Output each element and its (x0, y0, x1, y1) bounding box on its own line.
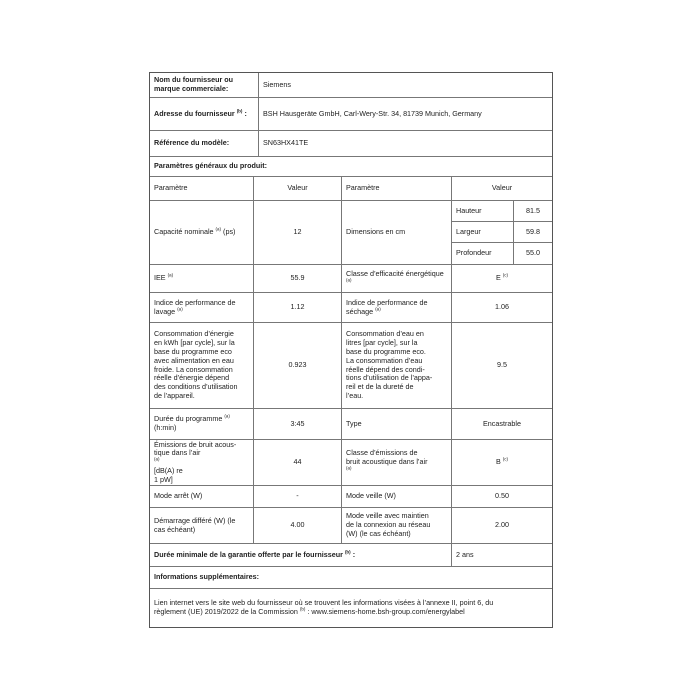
col-header-param-right: Paramètre (342, 177, 452, 201)
iee-label: IEE $^{(a)}$ (150, 265, 254, 293)
dry-performance-value: 1.06 (452, 293, 552, 323)
energy-consumption-value: 0.923 (254, 323, 342, 409)
model-reference-label: Référence du modèle: (150, 131, 259, 157)
type-label: Type (342, 409, 452, 440)
dimensions-label: Dimensions en cm (342, 201, 452, 265)
supplier-name-value: Siemens (259, 73, 552, 98)
col-header-value-right: Valeur (452, 177, 552, 201)
width-label: Largeur (452, 222, 514, 243)
width-value: 59.8 (514, 222, 552, 243)
warranty-value: 2 ans (452, 544, 552, 567)
networked-standby-value: 2.00 (452, 508, 552, 544)
supplier-address-value: BSH Hausgeräte GmbH, Carl-Wery-Str. 34, 81739 Munich, Germany (259, 98, 552, 131)
wash-performance-value: 1.12 (254, 293, 342, 323)
off-mode-value: - (254, 486, 342, 508)
capacity-label: Capacité nominale $^{(a)}$ (ps) (150, 201, 254, 265)
wash-performance-label: Indice de performance de lavage $^{(a)}$ (150, 293, 254, 323)
noise-emission-label: Émissions de bruit acous- tique dans l’air $^{(a)}$ [dB(A) re 1 pW] (150, 440, 254, 486)
general-parameters-title: Paramètres généraux du produit: (150, 157, 552, 177)
capacity-value: 12 (254, 201, 342, 265)
depth-label: Profondeur (452, 243, 514, 265)
networked-standby-label: Mode veille avec maintien de la connexion au réseau (W) (le cas échéant) (342, 508, 452, 544)
warranty-label: Durée minimale de la garantie offerte par le fournisseur $^{(b)}$ : (150, 544, 452, 567)
supplier-address-label: Adresse du fournisseur $^{(b)}$ : (150, 98, 259, 131)
standby-mode-value: 0.50 (452, 486, 552, 508)
off-mode-label: Mode arrêt (W) (150, 486, 254, 508)
water-consumption-value: 9.5 (452, 323, 552, 409)
type-value: Encastrable (452, 409, 552, 440)
program-duration-value: 3:45 (254, 409, 342, 440)
water-consumption-label: Consommation d’eau en litres [par cycle], sur la base du programme eco. La consommation d’eau réelle dépend des condi- tions d’utilisation de l’appa- reil et de la dureté de l’eau. (342, 323, 452, 409)
product-information-sheet (149, 72, 553, 628)
additional-info-title: Informations supplémentaires: (150, 567, 552, 589)
depth-value: 55.0 (514, 243, 552, 265)
delay-start-label: Démarrage différé (W) (le cas échéant) (150, 508, 254, 544)
col-header-param-left: Paramètre (150, 177, 254, 201)
program-duration-label: Durée du programme $^{(a)}$ (h:min) (150, 409, 254, 440)
energy-class-label: Classe d’efficacité énergétique $^{(a)}$ (342, 265, 452, 293)
energy-class-value: E $^{(c)}$ (452, 265, 552, 293)
dry-performance-label: Indice de performance de séchage $^{(a)}$ (342, 293, 452, 323)
delay-start-value: 4.00 (254, 508, 342, 544)
energylabel-link[interactable]: : www.siemens-home.bsh-group.com/energylabel (307, 607, 465, 616)
energy-consumption-label: Consommation d’énergie en kWh [par cycle], sur la base du programme eco avec alimentation en eau froide. La consommation réelle d’énergie dépend des conditions d’utilisation de l’appareil. (150, 323, 254, 409)
supplier-name-label: Nom du fournisseur ou marque commerciale: (150, 73, 259, 98)
height-label: Hauteur (452, 201, 514, 222)
noise-emission-value: 44 (254, 440, 342, 486)
standby-mode-label: Mode veille (W) (342, 486, 452, 508)
height-value: 81.5 (514, 201, 552, 222)
iee-value: 55.9 (254, 265, 342, 293)
noise-class-value: B $^{(c)}$ (452, 440, 552, 486)
additional-info-footer: Lien internet vers le site web du fournisseur où se trouvent les informations visées à l’annexe II, point 6, du règlement (UE) 2019/2022 de la Commission $^{(b)}$ : www.siemens-home.bsh-group.com/energylabel (154, 598, 494, 616)
noise-class-label: Classe d’émissions de bruit acoustique dans l’air $^{(a)}$ (342, 440, 452, 486)
model-reference-value: SN63HX41TE (259, 131, 552, 157)
col-header-value-left: Valeur (254, 177, 342, 201)
